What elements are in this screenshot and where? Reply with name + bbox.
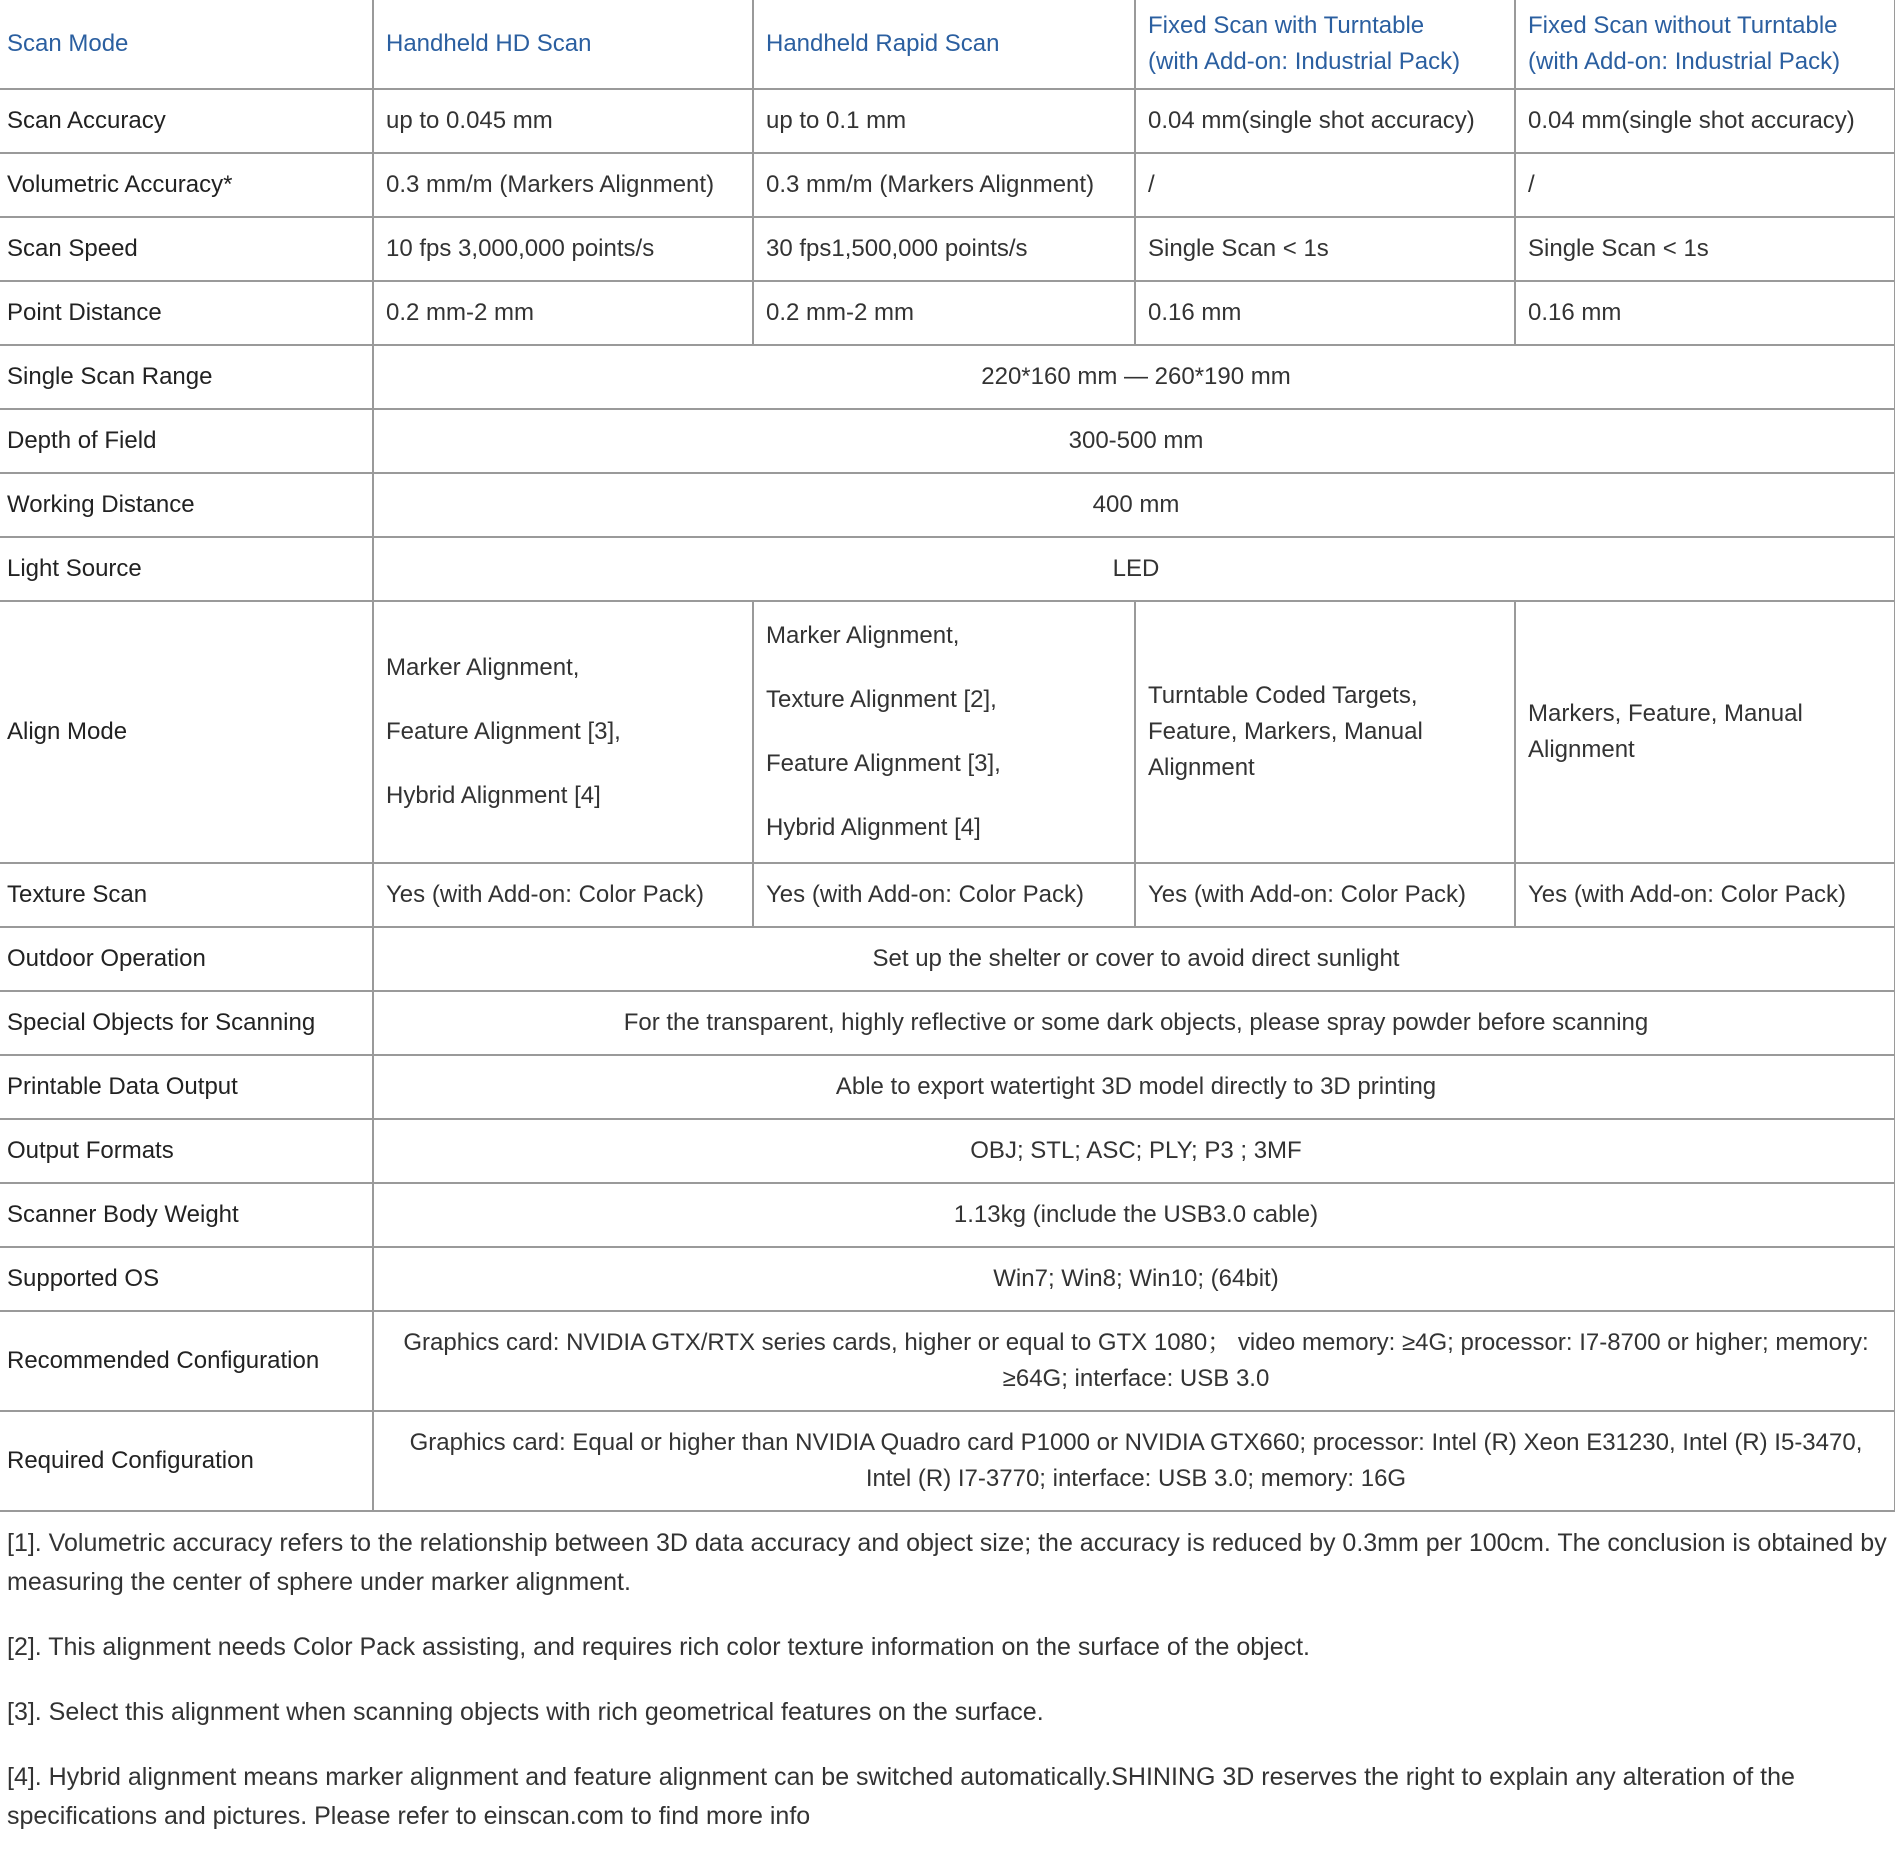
row-label: Scan Speed bbox=[0, 217, 373, 281]
merged-cell: 220*160 mm — 260*190 mm bbox=[373, 345, 1895, 409]
row-label: Required Configuration bbox=[0, 1411, 373, 1511]
merged-cell: OBJ; STL; ASC; PLY; P3 ; 3MF bbox=[373, 1119, 1895, 1183]
cell: Markers, Feature, Manual Alignment bbox=[1515, 601, 1895, 863]
footnote-2: [2]. This alignment needs Color Pack assisting, and requires rich color texture information on the surface of the object. bbox=[7, 1633, 1310, 1661]
cell bbox=[753, 601, 1135, 863]
align-item: Texture Alignment [2], bbox=[766, 686, 997, 713]
row-label: Scan Accuracy bbox=[0, 89, 373, 153]
cell bbox=[373, 601, 753, 863]
table-row-scanner-body-weight bbox=[0, 1183, 1895, 1247]
table-row-scan-speed bbox=[0, 217, 1895, 281]
row-label: Point Distance bbox=[0, 281, 373, 345]
row-label: Depth of Field bbox=[0, 409, 373, 473]
merged-cell: Graphics card: NVIDIA GTX/RTX series cards, higher or equal to GTX 1080； video memory: ≥4G; processor: I7-8700 or higher; memory: ≥64G; interface: USB 3.0 bbox=[373, 1311, 1895, 1411]
cell: 0.2 mm-2 mm bbox=[753, 281, 1135, 345]
row-label: Special Objects for Scanning bbox=[0, 991, 373, 1055]
header-fixed-with-turntable bbox=[1135, 0, 1515, 89]
cell: / bbox=[1515, 153, 1895, 217]
merged-cell: 400 mm bbox=[373, 473, 1895, 537]
table-row-outdoor-operation bbox=[0, 927, 1895, 991]
merged-cell: Win7; Win8; Win10; (64bit) bbox=[373, 1247, 1895, 1311]
cell: Single Scan < 1s bbox=[1515, 217, 1895, 281]
row-label: Recommended Configuration bbox=[0, 1311, 373, 1411]
cell: 0.16 mm bbox=[1135, 281, 1515, 345]
table-row-depth-of-field bbox=[0, 409, 1895, 473]
table-row-printable-data-output bbox=[0, 1055, 1895, 1119]
merged-cell: 300-500 mm bbox=[373, 409, 1895, 473]
cell: / bbox=[1135, 153, 1515, 217]
cell: 0.2 mm-2 mm bbox=[373, 281, 753, 345]
cell: Single Scan < 1s bbox=[1135, 217, 1515, 281]
merged-cell: Set up the shelter or cover to avoid direct sunlight bbox=[373, 927, 1895, 991]
footnote-4: [4]. Hybrid alignment means marker alignment and feature alignment can be switched automatically.SHINING 3D reserves the right to explain any alteration of the specifications and pictures. Please refer to einscan.com to find more info bbox=[7, 1763, 1795, 1830]
table-row-texture-scan bbox=[0, 863, 1895, 927]
table-row-light-source bbox=[0, 537, 1895, 601]
merged-cell: For the transparent, highly reflective or some dark objects, please spray powder before scanning bbox=[373, 991, 1895, 1055]
row-label: Outdoor Operation bbox=[0, 927, 373, 991]
cell: 10 fps 3,000,000 points/s bbox=[373, 217, 753, 281]
footnote-1: [1]. Volumetric accuracy refers to the relationship between 3D data accuracy and object size; the accuracy is reduced by 0.3mm per 100cm. The conclusion is obtained by measuring the center of sphere under marker alignment. bbox=[7, 1529, 1887, 1596]
header-line: Fixed Scan without Turntable bbox=[1528, 12, 1838, 39]
row-label: Texture Scan bbox=[0, 863, 373, 927]
cell: 30 fps1,500,000 points/s bbox=[753, 217, 1135, 281]
table-row-align-mode bbox=[0, 601, 1895, 863]
align-item: Feature Alignment [3], bbox=[386, 718, 621, 745]
table-row-scan-accuracy bbox=[0, 89, 1895, 153]
header-scan-mode: Scan Mode bbox=[0, 0, 373, 89]
table-row-point-distance bbox=[0, 281, 1895, 345]
cell: 0.04 mm(single shot accuracy) bbox=[1135, 89, 1515, 153]
cell: 0.04 mm(single shot accuracy) bbox=[1515, 89, 1895, 153]
table-row-volumetric-accuracy bbox=[0, 153, 1895, 217]
header-fixed-without-turntable bbox=[1515, 0, 1895, 89]
cell: up to 0.045 mm bbox=[373, 89, 753, 153]
table-row-special-objects bbox=[0, 991, 1895, 1055]
footnotes bbox=[7, 1524, 1887, 1862]
merged-cell: 1.13kg (include the USB3.0 cable) bbox=[373, 1183, 1895, 1247]
row-label: Working Distance bbox=[0, 473, 373, 537]
cell: Yes (with Add-on: Color Pack) bbox=[1515, 863, 1895, 927]
row-label: Single Scan Range bbox=[0, 345, 373, 409]
row-label: Volumetric Accuracy* bbox=[0, 153, 373, 217]
table-row-single-scan-range bbox=[0, 345, 1895, 409]
row-label: Printable Data Output bbox=[0, 1055, 373, 1119]
cell: up to 0.1 mm bbox=[753, 89, 1135, 153]
footnote-3: [3]. Select this alignment when scanning objects with rich geometrical features on the surface. bbox=[7, 1698, 1044, 1726]
align-item: Hybrid Alignment [4] bbox=[386, 782, 601, 809]
row-label: Align Mode bbox=[0, 601, 373, 863]
cell: 0.16 mm bbox=[1515, 281, 1895, 345]
cell: 0.3 mm/m (Markers Alignment) bbox=[373, 153, 753, 217]
header-line: (with Add-on: Industrial Pack) bbox=[1528, 48, 1841, 75]
row-label: Light Source bbox=[0, 537, 373, 601]
cell: Yes (with Add-on: Color Pack) bbox=[753, 863, 1135, 927]
header-handheld-hd: Handheld HD Scan bbox=[373, 0, 753, 89]
merged-cell: LED bbox=[373, 537, 1895, 601]
header-handheld-rapid: Handheld Rapid Scan bbox=[753, 0, 1135, 89]
table-row-working-distance bbox=[0, 473, 1895, 537]
cell: Turntable Coded Targets, Feature, Markers, Manual Alignment bbox=[1135, 601, 1515, 863]
merged-cell: Graphics card: Equal or higher than NVIDIA Quadro card P1000 or NVIDIA GTX660; processor: Intel (R) Xeon E31230, Intel (R) I5-3470, Intel (R) I7-3770; interface: USB 3.0; memory: 16G bbox=[373, 1411, 1895, 1511]
header-line: (with Add-on: Industrial Pack) bbox=[1148, 48, 1461, 75]
merged-cell: Able to export watertight 3D model directly to 3D printing bbox=[373, 1055, 1895, 1119]
align-item: Hybrid Alignment [4] bbox=[766, 814, 981, 841]
cell: 0.3 mm/m (Markers Alignment) bbox=[753, 153, 1135, 217]
row-label: Output Formats bbox=[0, 1119, 373, 1183]
header-line: Fixed Scan with Turntable bbox=[1148, 12, 1425, 39]
table-row-recommended-configuration bbox=[0, 1311, 1895, 1411]
table-row-output-formats bbox=[0, 1119, 1895, 1183]
table-row-supported-os bbox=[0, 1247, 1895, 1311]
align-item: Marker Alignment, bbox=[766, 622, 960, 649]
row-label: Supported OS bbox=[0, 1247, 373, 1311]
align-item: Marker Alignment, bbox=[386, 654, 580, 681]
table-header-row bbox=[0, 0, 1895, 89]
align-item: Feature Alignment [3], bbox=[766, 750, 1001, 777]
table-row-required-configuration bbox=[0, 1411, 1895, 1511]
cell: Yes (with Add-on: Color Pack) bbox=[373, 863, 753, 927]
row-label: Scanner Body Weight bbox=[0, 1183, 373, 1247]
cell: Yes (with Add-on: Color Pack) bbox=[1135, 863, 1515, 927]
